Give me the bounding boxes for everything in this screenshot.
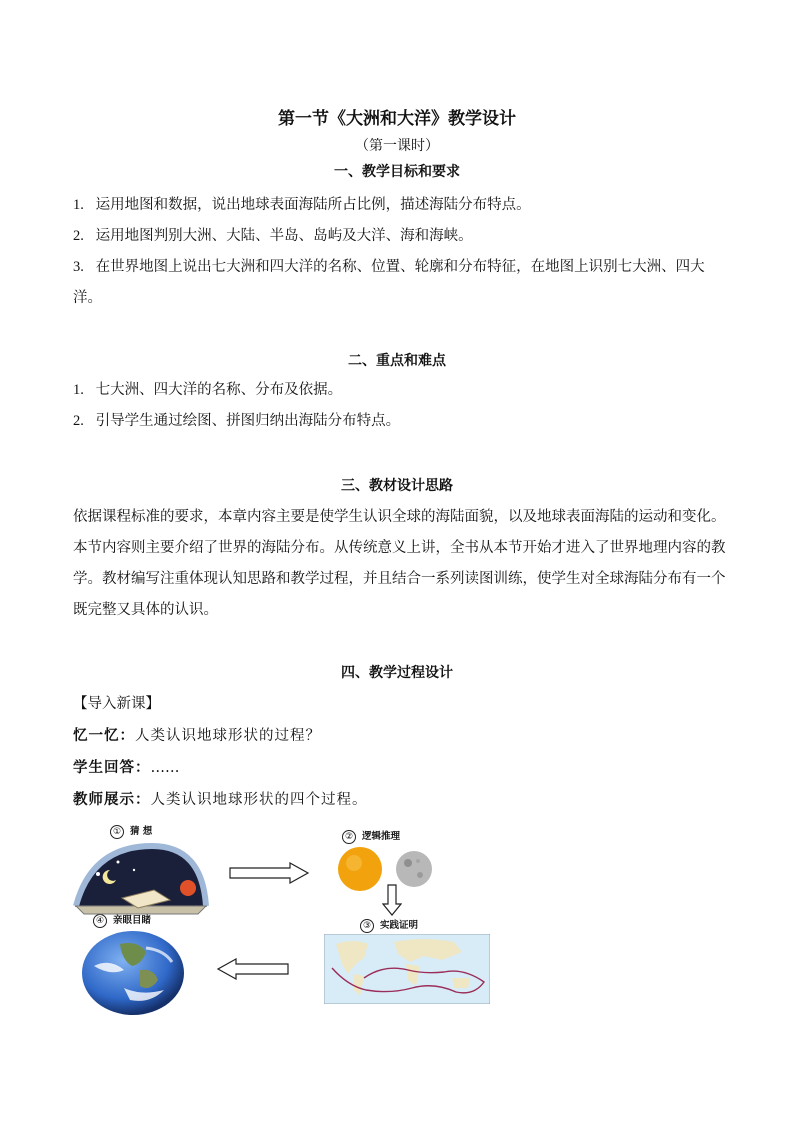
keypoint-item	[73, 406, 733, 437]
keypoint-text: 七大洲、四大洋的名称、分布及依据。	[95, 382, 343, 398]
document-title: 第一节《大洲和大洋》教学设计	[278, 109, 516, 129]
section-heading-goals: 一、教学目标和要求	[334, 164, 460, 180]
step3-label: ③ 实践证明	[360, 917, 418, 933]
student-text: ……	[150, 760, 180, 776]
guess-illustration	[72, 840, 212, 918]
student-line	[73, 756, 180, 777]
goal-item	[73, 221, 733, 252]
keypoint-item	[73, 375, 733, 406]
keypoint-text: 引导学生通过绘图、拼图归纳出海陆分布特点。	[95, 413, 401, 429]
earth-illustration	[80, 930, 186, 1016]
goal-number: 2.	[73, 228, 84, 244]
recall-label: 忆一忆：	[73, 728, 135, 744]
teacher-line	[73, 788, 368, 809]
step4-label: ④ 亲眼目睹	[93, 912, 151, 928]
goal-text: 运用地图和数据，说出地球表面海陆所占比例，描述海陆分布特点。	[95, 197, 531, 213]
step1-label: ① 猜 想	[110, 823, 152, 839]
section-heading-keypoints: 二、重点和难点	[348, 353, 446, 369]
goal-number: 1.	[73, 197, 84, 213]
student-label: 学生回答：	[73, 760, 151, 776]
keypoint-number: 1.	[73, 382, 84, 398]
document-subtitle: （第一课时）	[355, 138, 439, 154]
world-map-illustration	[324, 934, 490, 1004]
intro-label: 【导入新课】	[73, 696, 160, 712]
recall-line	[73, 724, 321, 745]
keypoint-number: 2.	[73, 413, 84, 429]
goal-number: 3.	[73, 259, 84, 275]
section-heading-process: 四、教学过程设计	[341, 665, 453, 681]
recall-text: 人类认识地球形状的过程？	[135, 728, 321, 744]
goal-text: 运用地图判别大洲、大陆、半岛、岛屿及大洋、海和海峡。	[95, 228, 473, 244]
teacher-label: 教师展示：	[73, 792, 151, 808]
goal-item	[73, 252, 733, 314]
teacher-text: 人类认识地球形状的四个过程。	[150, 792, 368, 808]
goal-item	[73, 190, 733, 221]
goal-text: 在世界地图上说出七大洲和四大洋的名称、位置、轮廓和分布特征，在地图上识别七大洲、四大洋。	[73, 259, 705, 306]
arrow-left-icon	[216, 958, 290, 980]
arrow-down-icon	[382, 884, 402, 916]
step2-label: ② 逻辑推理	[342, 828, 400, 844]
arrow-right-icon	[228, 862, 310, 884]
section-heading-design: 三、教材设计思路	[341, 478, 453, 494]
design-paragraph: 依据课程标准的要求，本章内容主要是使学生认识全球的海陆面貌，以及地球表面海陆的运动和变化。本节内容则主要介绍了世界的海陆分布。从传统意义上讲，全书从本节开始才进入了世界地理内容的教学。教材编写注重体现认知思路和教学过程，并且结合一系列读图训练，使学生对全球海陆分布有一个既完整又具体的认识。	[73, 509, 726, 618]
